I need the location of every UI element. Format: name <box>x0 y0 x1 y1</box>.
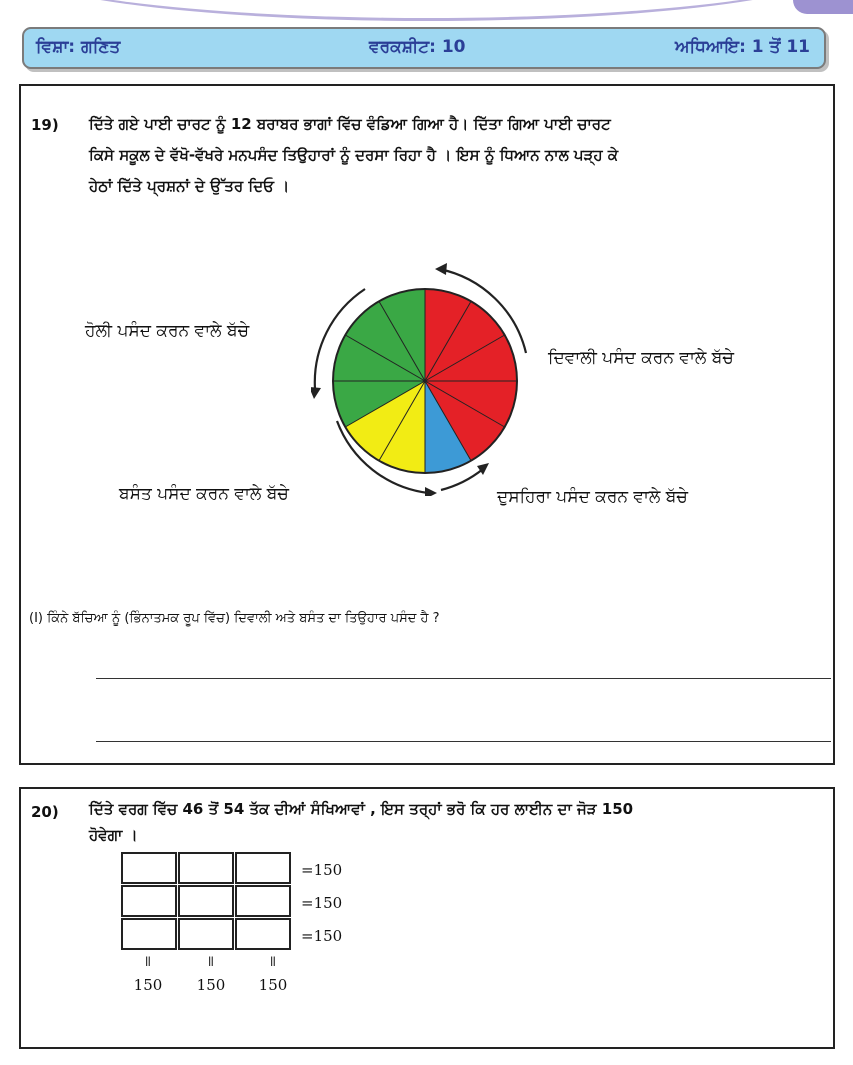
row-sum-2: =150 <box>301 894 343 912</box>
question-19-line-1: ਦਿੱਤੇ ਗਏ ਪਾਈ ਚਾਰਟ ਨੂੰ 12 ਬਰਾਬਰ ਭਾਗਾਂ ਵਿੱਚ ਵੰਡਿਆ ਗਿਆ ਹੈ। ਦਿੱਤਾ ਗਿਆ ਪਾਈ ਚਾਰਟ <box>89 115 611 133</box>
answer-line-1[interactable] <box>96 678 831 679</box>
subject-label: ਵਿਸ਼ਾ: ਗਣਿਤ <box>36 37 121 57</box>
grid-cell-4[interactable] <box>121 885 177 917</box>
legend-dussehra: ਦੁਸਹਿਰਾ ਪਸੰਦ ਕਰਨ ਵਾਲੇ ਬੱਚੇ <box>497 487 688 507</box>
col-mark-2: ǁ <box>207 955 215 970</box>
magic-square-grid <box>121 852 291 952</box>
worksheet-header <box>22 27 826 69</box>
grid-cell-2[interactable] <box>178 852 234 884</box>
arrow-bottom-right <box>441 469 483 490</box>
arrowhead-bottom <box>425 487 437 496</box>
pie-chart <box>311 261 531 496</box>
chapter-range: ਅਧਿਆਇ: 1 ਤੋਂ 11 <box>675 37 810 57</box>
question-20-text <box>89 796 824 848</box>
arrowhead-left <box>311 387 321 399</box>
col-mark-1: ǁ <box>144 955 152 970</box>
legend-diwali: ਦਿਵਾਲੀ ਪਸੰਦ ਕਰਨ ਵਾਲੇ ਬੱਚੇ <box>548 348 734 368</box>
row-sum-3: =150 <box>301 927 343 945</box>
worksheet-number: ਵਰਕਸ਼ੀਟ: 10 <box>369 37 466 57</box>
grid-cell-1[interactable] <box>121 852 177 884</box>
question-20-number: 20) <box>31 803 59 821</box>
question-19-box <box>19 84 835 765</box>
grid-cell-9[interactable] <box>235 918 291 950</box>
legend-holi: ਹੋਲੀ ਪਸੰਦ ਕਰਨ ਵਾਲੇ ਬੱਚੇ <box>85 321 250 341</box>
question-19-number: 19) <box>31 116 59 134</box>
question-20-line-2: ਹੋਵੇਗਾ । <box>89 826 138 844</box>
row-sum-1: =150 <box>301 861 343 879</box>
question-20-box <box>19 787 835 1049</box>
answer-line-2[interactable] <box>96 741 831 742</box>
top-corner-decoration <box>793 0 853 14</box>
col-sum-3: 150 <box>258 976 288 994</box>
legend-basant: ਬਸੰਤ ਪਸੰਦ ਕਰਨ ਵਾਲੇ ਬੱਚੇ <box>119 484 289 504</box>
grid-cell-5[interactable] <box>178 885 234 917</box>
col-sum-1: 150 <box>133 976 163 994</box>
grid-cell-8[interactable] <box>178 918 234 950</box>
col-sum-2: 150 <box>196 976 226 994</box>
question-19-text <box>89 109 824 202</box>
col-mark-3: ǁ <box>269 955 277 970</box>
top-decorative-arc <box>0 0 853 21</box>
grid-cell-6[interactable] <box>235 885 291 917</box>
grid-cell-3[interactable] <box>235 852 291 884</box>
arrowhead-top <box>435 263 447 275</box>
question-19-line-3: ਹੇਠਾਂ ਦਿੱਤੇ ਪ੍ਰਸ਼ਨਾਂ ਦੇ ਉੱਤਰ ਦਿਓ । <box>89 177 290 195</box>
sub-question-1: (I) ਕਿੰਨੇ ਬੱਚਿਆ ਨੂੰ (ਭਿੰਨਾਤਮਕ ਰੂਪ ਵਿੱਚ) ਦਿਵਾਲੀ ਅਤੇ ਬਸੰਤ ਦਾ ਤਿਉਹਾਰ ਪਸੰਦ ਹੈ ? <box>29 611 440 626</box>
grid-cell-7[interactable] <box>121 918 177 950</box>
question-19-line-2: ਕਿਸੇ ਸਕੂਲ ਦੇ ਵੱਖੋ-ਵੱਖਰੇ ਮਨਪਸੰਦ ਤਿਉਹਾਰਾਂ ਨੂੰ ਦਰਸਾ ਰਿਹਾ ਹੈ । ਇਸ ਨੂੰ ਧਿਆਨ ਨਾਲ ਪੜ੍ਹ ਕੇ <box>89 146 619 164</box>
question-20-line-1: ਦਿੱਤੇ ਵਰਗ ਵਿੱਚ 46 ਤੋਂ 54 ਤੱਕ ਦੀਆਂ ਸੰਖਿਆਵਾਂ , ਇਸ ਤਰ੍ਹਾਂ ਭਰੋ ਕਿ ਹਰ ਲਾਈਨ ਦਾ ਜੋੜ 150 <box>89 800 634 818</box>
